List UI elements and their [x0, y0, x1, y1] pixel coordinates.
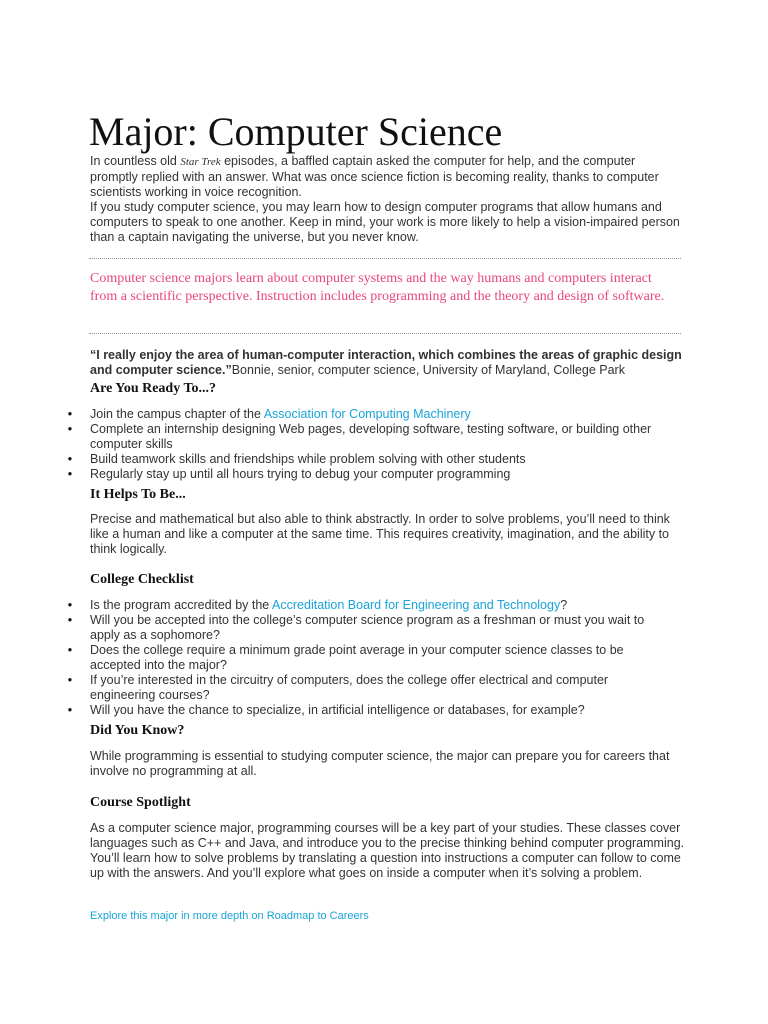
bullet-icon: • — [67, 613, 73, 627]
bullet-icon: • — [67, 467, 73, 481]
checklist-list — [67, 598, 670, 718]
list-item-text: ? — [560, 598, 568, 612]
list-item — [67, 613, 670, 643]
helps-text: Precise and mathematical but also able to think abstractly. In order to solve problems, you’ll need to think like a human and like a computer at the same time. This requires creativity, imagination, and the ability to think logically. — [90, 512, 670, 556]
divider-top — [89, 258, 681, 259]
list-item — [67, 452, 670, 467]
ready-heading: Are You Ready To...? — [90, 381, 217, 396]
acm-link[interactable]: Association for Computing Machinery — [263, 407, 471, 421]
list-item-text: Complete an internship designing Web pages, developing software, testing software, or building other computer skills — [90, 422, 652, 451]
intro-text-end: episodes, a baffled captain asked the computer for help, and the computer promptly replied with an answer. What was once science fiction is becoming reality, thanks to computer scientists working in voice recognition. — [90, 154, 659, 199]
roadmap-careers-link[interactable]: Explore this major in more depth on Roadmap to Careers — [90, 910, 369, 922]
list-item — [67, 643, 670, 673]
student-quote — [90, 348, 690, 378]
list-item-text: Build teamwork skills and friendships while problem solving with other students — [90, 452, 526, 466]
intro-paragraph-1 — [90, 154, 680, 200]
list-item-text: If you’re interested in the circuitry of computers, does the college offer electrical and computer engineering courses? — [90, 673, 609, 702]
bullet-icon: • — [67, 643, 73, 657]
list-item-text: Join the campus chapter of the — [90, 407, 264, 421]
list-item-text: Is the program accredited by the — [90, 598, 273, 612]
bullet-icon: • — [67, 703, 73, 717]
divider-bottom — [89, 333, 681, 334]
intro-text-start: In countless old — [90, 154, 181, 168]
spotlight-heading: Course Spotlight — [90, 795, 191, 810]
list-item-text: Does the college require a minimum grade point average in your computer science classes to be accepted into the major? — [90, 643, 624, 672]
pull-quote: Computer science majors learn about computer systems and the way humans and computers interact from a scientific perspective. Instruction includes programming and the theory and design of software. — [90, 271, 665, 304]
intro-paragraph-2: If you study computer science, you may learn how to design computer programs that allow humans and computers to speak to one another. Keep in mind, your work is more likely to help a vision-impaired person than a captain navigating the universe, but you never know. — [90, 200, 680, 244]
bullet-icon: • — [67, 407, 73, 421]
star-trek-title: Star Trek — [180, 156, 221, 168]
bullet-icon: • — [67, 422, 73, 436]
know-heading: Did You Know? — [90, 723, 185, 738]
bullet-icon: • — [67, 673, 73, 687]
list-item — [67, 422, 670, 452]
list-item — [67, 598, 670, 613]
list-item — [67, 703, 670, 718]
list-item — [67, 467, 670, 482]
list-item — [67, 673, 670, 703]
list-item-text: Will you have the chance to specialize, in artificial intelligence or databases, for example? — [90, 703, 585, 717]
quote-attribution: Bonnie, senior, computer science, University of Maryland, College Park — [231, 363, 625, 377]
list-item-text: Will you be accepted into the college’s computer science program as a freshman or must you wait to apply as a sophomore? — [90, 613, 645, 642]
ready-list — [67, 407, 670, 482]
bullet-icon: • — [67, 598, 73, 612]
page-title: Major: Computer Science — [89, 109, 503, 154]
bullet-icon: • — [67, 452, 73, 466]
list-item — [67, 407, 670, 422]
list-item-text: Regularly stay up until all hours trying to debug your computer programming — [90, 467, 511, 481]
spotlight-text: As a computer science major, programming courses will be a key part of your studies. These classes cover languages such as C++ and Java, and introduce you to the precise thinking behind computer programming. You’ll learn how to solve problems by translating a question into instructions a computer can follow to come up with the answers. And you’ll explore what goes on inside a computer when it’s solving a problem. — [90, 821, 685, 880]
know-text: While programming is essential to studying computer science, the major can prepare you for careers that involve no programming at all. — [90, 749, 670, 778]
quote-text: “I really enjoy the area of human-computer interaction, which combines the areas of graphic design and computer science.” — [90, 348, 682, 377]
abet-link[interactable]: Accreditation Board for Engineering and Technology — [272, 598, 561, 612]
checklist-heading: College Checklist — [90, 572, 194, 587]
helps-heading: It Helps To Be... — [90, 487, 186, 502]
intro-text — [90, 154, 680, 245]
